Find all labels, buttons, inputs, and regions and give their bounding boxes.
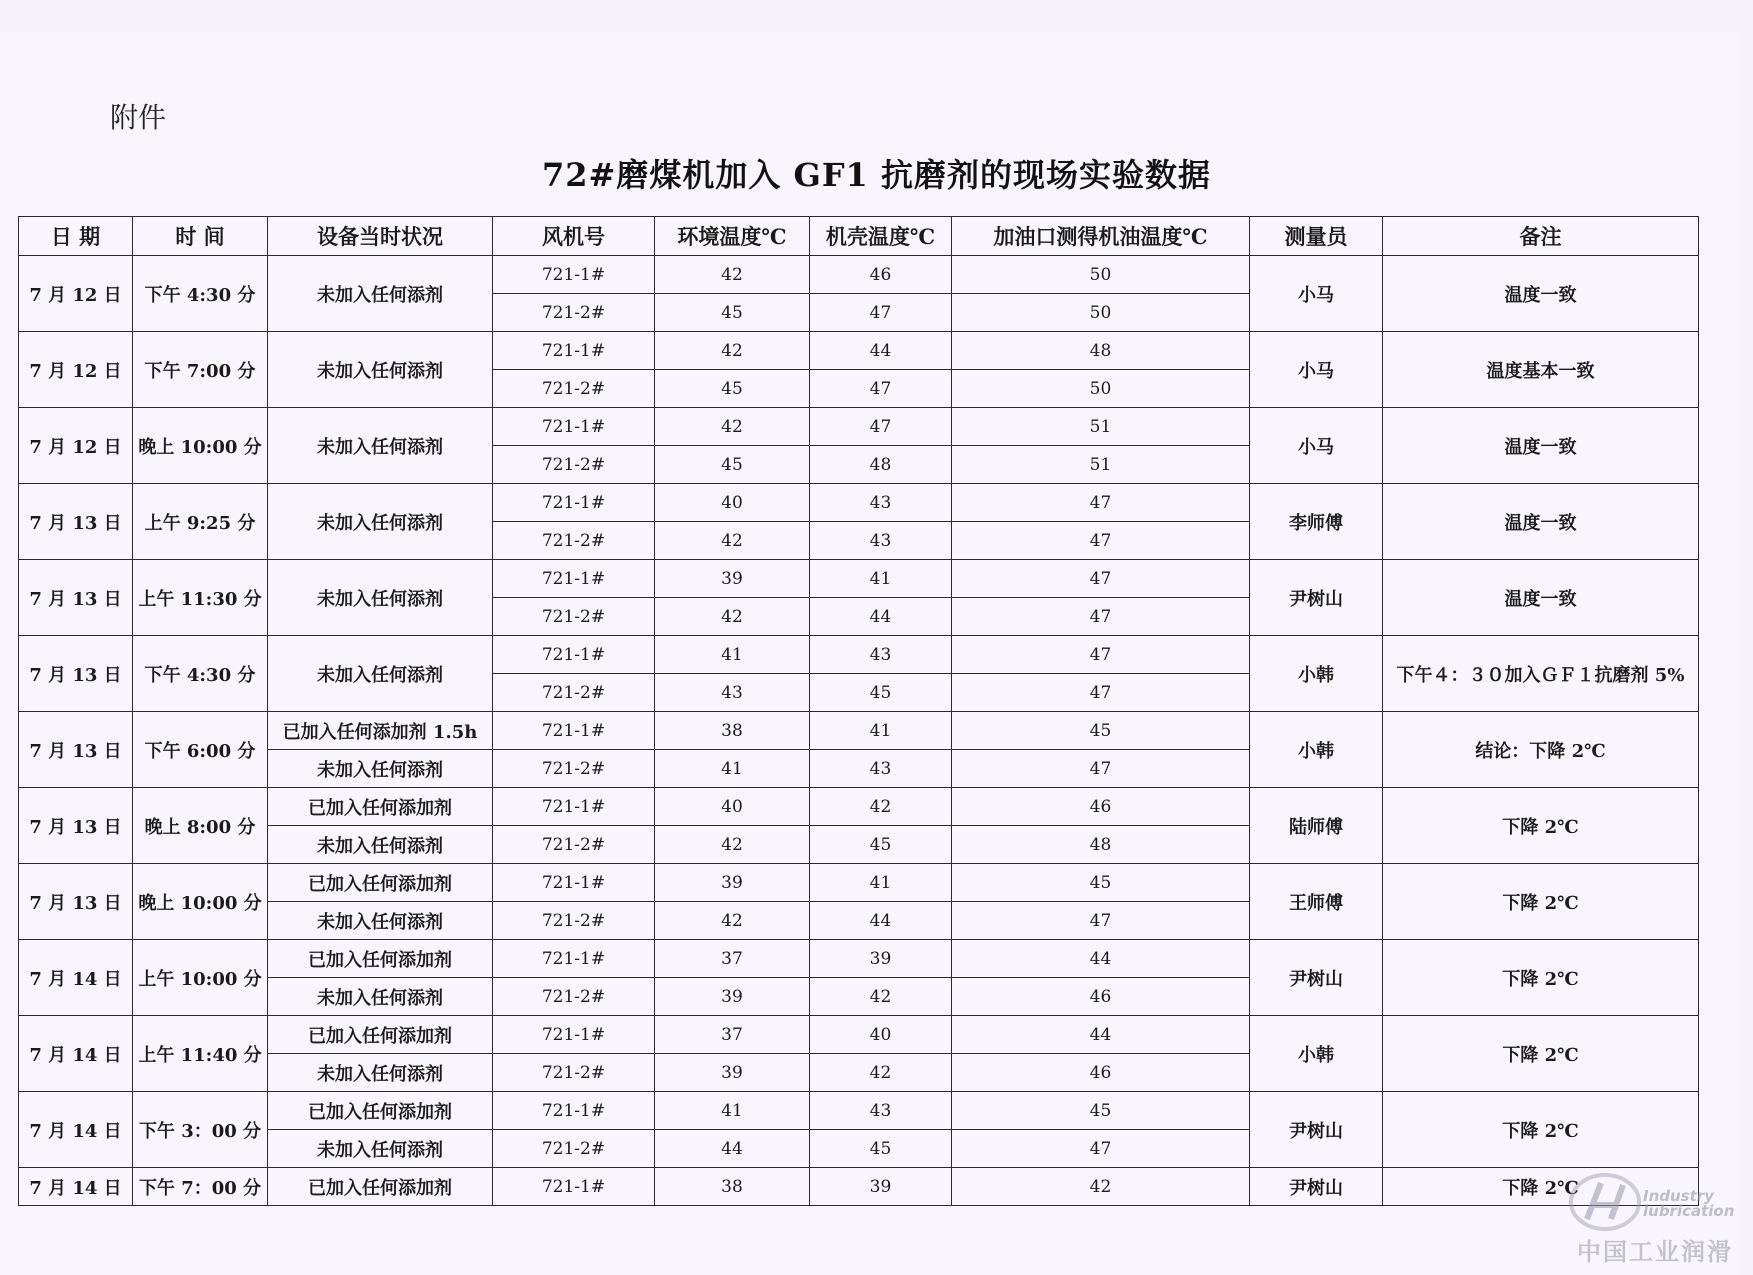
cell-oil-temp: 46 — [952, 788, 1250, 826]
cell-status: 未加入任何添剂 — [268, 332, 493, 408]
cell-status: 已加入任何添加剂 — [268, 1092, 493, 1130]
cell-oil-temp: 46 — [952, 1054, 1250, 1092]
cell-shell-temp: 39 — [810, 940, 952, 978]
cell-date: 7 月 14 日 — [19, 1092, 133, 1168]
cell-oil-temp: 47 — [952, 484, 1250, 522]
cell-note: 温度一致 — [1383, 560, 1699, 636]
cell-status: 未加入任何添剂 — [268, 1130, 493, 1168]
col-header-date: 日 期 — [19, 217, 133, 256]
cell-ambient-temp: 41 — [655, 750, 810, 788]
cell-shell-temp: 45 — [810, 674, 952, 712]
cell-status: 已加入任何添加剂 1.5h — [268, 712, 493, 750]
cell-shell-temp: 43 — [810, 1092, 952, 1130]
document-title: 72#磨煤机加入 GF1 抗磨剂的现场实验数据 — [542, 156, 1211, 194]
cell-operator: 尹树山 — [1250, 1092, 1383, 1168]
logo-emblem-icon — [1565, 1167, 1645, 1237]
table-row — [19, 408, 1699, 446]
cell-ambient-temp: 41 — [655, 1092, 810, 1130]
cell-ambient-temp: 45 — [655, 294, 810, 332]
cell-operator: 陆师傅 — [1250, 788, 1383, 864]
cell-note: 下降 2℃ — [1383, 940, 1699, 1016]
cell-operator: 李师傅 — [1250, 484, 1383, 560]
cell-status: 已加入任何添加剂 — [268, 940, 493, 978]
cell-time: 下午 4:30 分 — [133, 636, 268, 712]
cell-status: 未加入任何添剂 — [268, 1054, 493, 1092]
table-row — [19, 636, 1699, 674]
cell-shell-temp: 42 — [810, 1054, 952, 1092]
cell-fan: 721-2# — [493, 1130, 655, 1168]
cell-note: 下降 2℃ — [1383, 1092, 1699, 1168]
cell-ambient-temp: 40 — [655, 788, 810, 826]
cell-operator: 尹树山 — [1250, 560, 1383, 636]
cell-oil-temp: 47 — [952, 902, 1250, 940]
cell-fan: 721-2# — [493, 370, 655, 408]
cell-fan: 721-1# — [493, 1168, 655, 1206]
cell-status: 未加入任何添剂 — [268, 484, 493, 560]
cell-ambient-temp: 42 — [655, 522, 810, 560]
cell-operator: 小马 — [1250, 332, 1383, 408]
table-row — [19, 1092, 1699, 1130]
cell-fan: 721-2# — [493, 1054, 655, 1092]
cell-shell-temp: 46 — [810, 256, 952, 294]
watermark-logo — [1565, 1167, 1745, 1267]
cell-time: 下午 4:30 分 — [133, 256, 268, 332]
cell-shell-temp: 44 — [810, 598, 952, 636]
cell-oil-temp: 45 — [952, 1092, 1250, 1130]
cell-oil-temp: 47 — [952, 636, 1250, 674]
cell-date: 7 月 12 日 — [19, 408, 133, 484]
cell-oil-temp: 51 — [952, 446, 1250, 484]
cell-fan: 721-2# — [493, 826, 655, 864]
cell-shell-temp: 44 — [810, 332, 952, 370]
cell-date: 7 月 14 日 — [19, 1016, 133, 1092]
cell-shell-temp: 48 — [810, 446, 952, 484]
cell-status: 已加入任何添加剂 — [268, 864, 493, 902]
cell-oil-temp: 46 — [952, 978, 1250, 1016]
cell-fan: 721-1# — [493, 1092, 655, 1130]
cell-ambient-temp: 43 — [655, 674, 810, 712]
col-header-shell-temp: 机壳温度℃ — [810, 217, 952, 256]
cell-fan: 721-1# — [493, 864, 655, 902]
cell-ambient-temp: 42 — [655, 256, 810, 294]
cell-fan: 721-2# — [493, 522, 655, 560]
watermark-english: Industry lubrication — [1643, 1187, 1735, 1220]
cell-note: 下降 2℃ — [1383, 1016, 1699, 1092]
cell-fan: 721-1# — [493, 940, 655, 978]
cell-ambient-temp: 42 — [655, 408, 810, 446]
cell-fan: 721-1# — [493, 636, 655, 674]
cell-status: 未加入任何添剂 — [268, 902, 493, 940]
cell-fan: 721-2# — [493, 750, 655, 788]
cell-shell-temp: 40 — [810, 1016, 952, 1054]
cell-oil-temp: 47 — [952, 750, 1250, 788]
cell-oil-temp: 50 — [952, 294, 1250, 332]
cell-date: 7 月 13 日 — [19, 712, 133, 788]
cell-note: 下午４：３０加入ＧＦ１抗磨剂 5% — [1383, 636, 1699, 712]
cell-date: 7 月 13 日 — [19, 864, 133, 940]
cell-status: 已加入任何添加剂 — [268, 788, 493, 826]
cell-fan: 721-1# — [493, 256, 655, 294]
cell-ambient-temp: 42 — [655, 332, 810, 370]
cell-shell-temp: 47 — [810, 408, 952, 446]
cell-ambient-temp: 37 — [655, 1016, 810, 1054]
cell-ambient-temp: 45 — [655, 446, 810, 484]
cell-time: 下午 6:00 分 — [133, 712, 268, 788]
cell-shell-temp: 42 — [810, 788, 952, 826]
cell-oil-temp: 44 — [952, 1016, 1250, 1054]
table-row — [19, 560, 1699, 598]
cell-status: 已加入任何添加剂 — [268, 1016, 493, 1054]
cell-note: 下降 2℃ — [1383, 1168, 1699, 1206]
cell-shell-temp: 45 — [810, 1130, 952, 1168]
cell-fan: 721-2# — [493, 446, 655, 484]
cell-status: 未加入任何添剂 — [268, 256, 493, 332]
cell-time: 上午 11:30 分 — [133, 560, 268, 636]
cell-date: 7 月 13 日 — [19, 636, 133, 712]
col-header-oil-temp: 加油口测得机油温度℃ — [952, 217, 1250, 256]
cell-ambient-temp: 40 — [655, 484, 810, 522]
cell-note: 结论：下降 2℃ — [1383, 712, 1699, 788]
cell-date: 7 月 13 日 — [19, 484, 133, 560]
cell-oil-temp: 48 — [952, 332, 1250, 370]
cell-note: 温度一致 — [1383, 408, 1699, 484]
cell-time: 晚上 8:00 分 — [133, 788, 268, 864]
cell-oil-temp: 47 — [952, 598, 1250, 636]
cell-time: 上午 10:00 分 — [133, 940, 268, 1016]
cell-date: 7 月 14 日 — [19, 940, 133, 1016]
cell-ambient-temp: 39 — [655, 978, 810, 1016]
cell-ambient-temp: 39 — [655, 1054, 810, 1092]
col-header-operator: 测量员 — [1250, 217, 1383, 256]
cell-ambient-temp: 42 — [655, 598, 810, 636]
cell-shell-temp: 47 — [810, 370, 952, 408]
table-row — [19, 712, 1699, 750]
cell-shell-temp: 45 — [810, 826, 952, 864]
cell-shell-temp: 42 — [810, 978, 952, 1016]
cell-operator: 尹树山 — [1250, 940, 1383, 1016]
cell-fan: 721-1# — [493, 1016, 655, 1054]
cell-fan: 721-1# — [493, 332, 655, 370]
cell-shell-temp: 47 — [810, 294, 952, 332]
cell-date: 7 月 13 日 — [19, 560, 133, 636]
cell-ambient-temp: 45 — [655, 370, 810, 408]
cell-ambient-temp: 39 — [655, 560, 810, 598]
cell-shell-temp: 41 — [810, 864, 952, 902]
cell-shell-temp: 39 — [810, 1168, 952, 1206]
col-header-ambient-temp: 环境温度℃ — [655, 217, 810, 256]
header-row — [19, 217, 1699, 256]
cell-operator: 小马 — [1250, 256, 1383, 332]
cell-fan: 721-2# — [493, 978, 655, 1016]
watermark-chinese: 中国工业润滑 — [1577, 1238, 1733, 1266]
cell-date: 7 月 12 日 — [19, 332, 133, 408]
cell-shell-temp: 43 — [810, 636, 952, 674]
cell-shell-temp: 43 — [810, 484, 952, 522]
cell-oil-temp: 42 — [952, 1168, 1250, 1206]
cell-ambient-temp: 39 — [655, 864, 810, 902]
cell-operator: 小韩 — [1250, 712, 1383, 788]
cell-time: 晚上 10:00 分 — [133, 864, 268, 940]
cell-ambient-temp: 44 — [655, 1130, 810, 1168]
cell-note: 下降 2℃ — [1383, 788, 1699, 864]
cell-date: 7 月 13 日 — [19, 788, 133, 864]
cell-fan: 721-2# — [493, 294, 655, 332]
cell-fan: 721-1# — [493, 408, 655, 446]
col-header-fan: 风机号 — [493, 217, 655, 256]
attachment-label: 附件 — [110, 101, 167, 134]
cell-note: 温度一致 — [1383, 256, 1699, 332]
cell-oil-temp: 47 — [952, 1130, 1250, 1168]
table-row — [19, 864, 1699, 902]
cell-status: 未加入任何添剂 — [268, 560, 493, 636]
cell-note: 温度基本一致 — [1383, 332, 1699, 408]
cell-ambient-temp: 42 — [655, 902, 810, 940]
cell-operator: 尹树山 — [1250, 1168, 1383, 1206]
cell-status: 未加入任何添剂 — [268, 408, 493, 484]
cell-operator: 小韩 — [1250, 1016, 1383, 1092]
cell-status: 未加入任何添剂 — [268, 750, 493, 788]
cell-note: 温度一致 — [1383, 484, 1699, 560]
cell-oil-temp: 50 — [952, 370, 1250, 408]
table-row — [19, 940, 1699, 978]
col-header-time: 时 间 — [133, 217, 268, 256]
cell-time: 晚上 10:00 分 — [133, 408, 268, 484]
cell-status: 已加入任何添加剂 — [268, 1168, 493, 1206]
cell-fan: 721-2# — [493, 674, 655, 712]
cell-status: 未加入任何添剂 — [268, 978, 493, 1016]
cell-status: 未加入任何添剂 — [268, 826, 493, 864]
cell-ambient-temp: 38 — [655, 712, 810, 750]
cell-date: 7 月 14 日 — [19, 1168, 133, 1206]
cell-fan: 721-2# — [493, 902, 655, 940]
table-row — [19, 484, 1699, 522]
cell-fan: 721-1# — [493, 484, 655, 522]
cell-ambient-temp: 38 — [655, 1168, 810, 1206]
cell-date: 7 月 12 日 — [19, 256, 133, 332]
cell-shell-temp: 44 — [810, 902, 952, 940]
cell-ambient-temp: 42 — [655, 826, 810, 864]
cell-time: 下午 7：00 分 — [133, 1168, 268, 1206]
cell-fan: 721-1# — [493, 788, 655, 826]
cell-note: 下降 2℃ — [1383, 864, 1699, 940]
table-row — [19, 332, 1699, 370]
table-row — [19, 1016, 1699, 1054]
col-header-status: 设备当时状况 — [268, 217, 493, 256]
table-row — [19, 788, 1699, 826]
cell-status: 未加入任何添剂 — [268, 636, 493, 712]
cell-time: 上午 9:25 分 — [133, 484, 268, 560]
cell-ambient-temp: 37 — [655, 940, 810, 978]
cell-shell-temp: 43 — [810, 750, 952, 788]
cell-operator: 小韩 — [1250, 636, 1383, 712]
cell-oil-temp: 45 — [952, 712, 1250, 750]
col-header-note: 备注 — [1383, 217, 1699, 256]
cell-shell-temp: 41 — [810, 560, 952, 598]
cell-oil-temp: 45 — [952, 864, 1250, 902]
cell-time: 上午 11:40 分 — [133, 1016, 268, 1092]
cell-operator: 小马 — [1250, 408, 1383, 484]
cell-time: 下午 3：00 分 — [133, 1092, 268, 1168]
cell-shell-temp: 41 — [810, 712, 952, 750]
cell-oil-temp: 48 — [952, 826, 1250, 864]
cell-fan: 721-1# — [493, 712, 655, 750]
cell-time: 下午 7:00 分 — [133, 332, 268, 408]
cell-ambient-temp: 41 — [655, 636, 810, 674]
cell-oil-temp: 47 — [952, 674, 1250, 712]
cell-oil-temp: 44 — [952, 940, 1250, 978]
cell-oil-temp: 47 — [952, 560, 1250, 598]
cell-fan: 721-1# — [493, 560, 655, 598]
cell-oil-temp: 51 — [952, 408, 1250, 446]
cell-oil-temp: 47 — [952, 522, 1250, 560]
cell-shell-temp: 43 — [810, 522, 952, 560]
table-row — [19, 1168, 1699, 1206]
cell-operator: 王师傅 — [1250, 864, 1383, 940]
experiment-data-table — [18, 216, 1699, 1206]
table-row — [19, 256, 1699, 294]
cell-oil-temp: 50 — [952, 256, 1250, 294]
cell-fan: 721-2# — [493, 598, 655, 636]
